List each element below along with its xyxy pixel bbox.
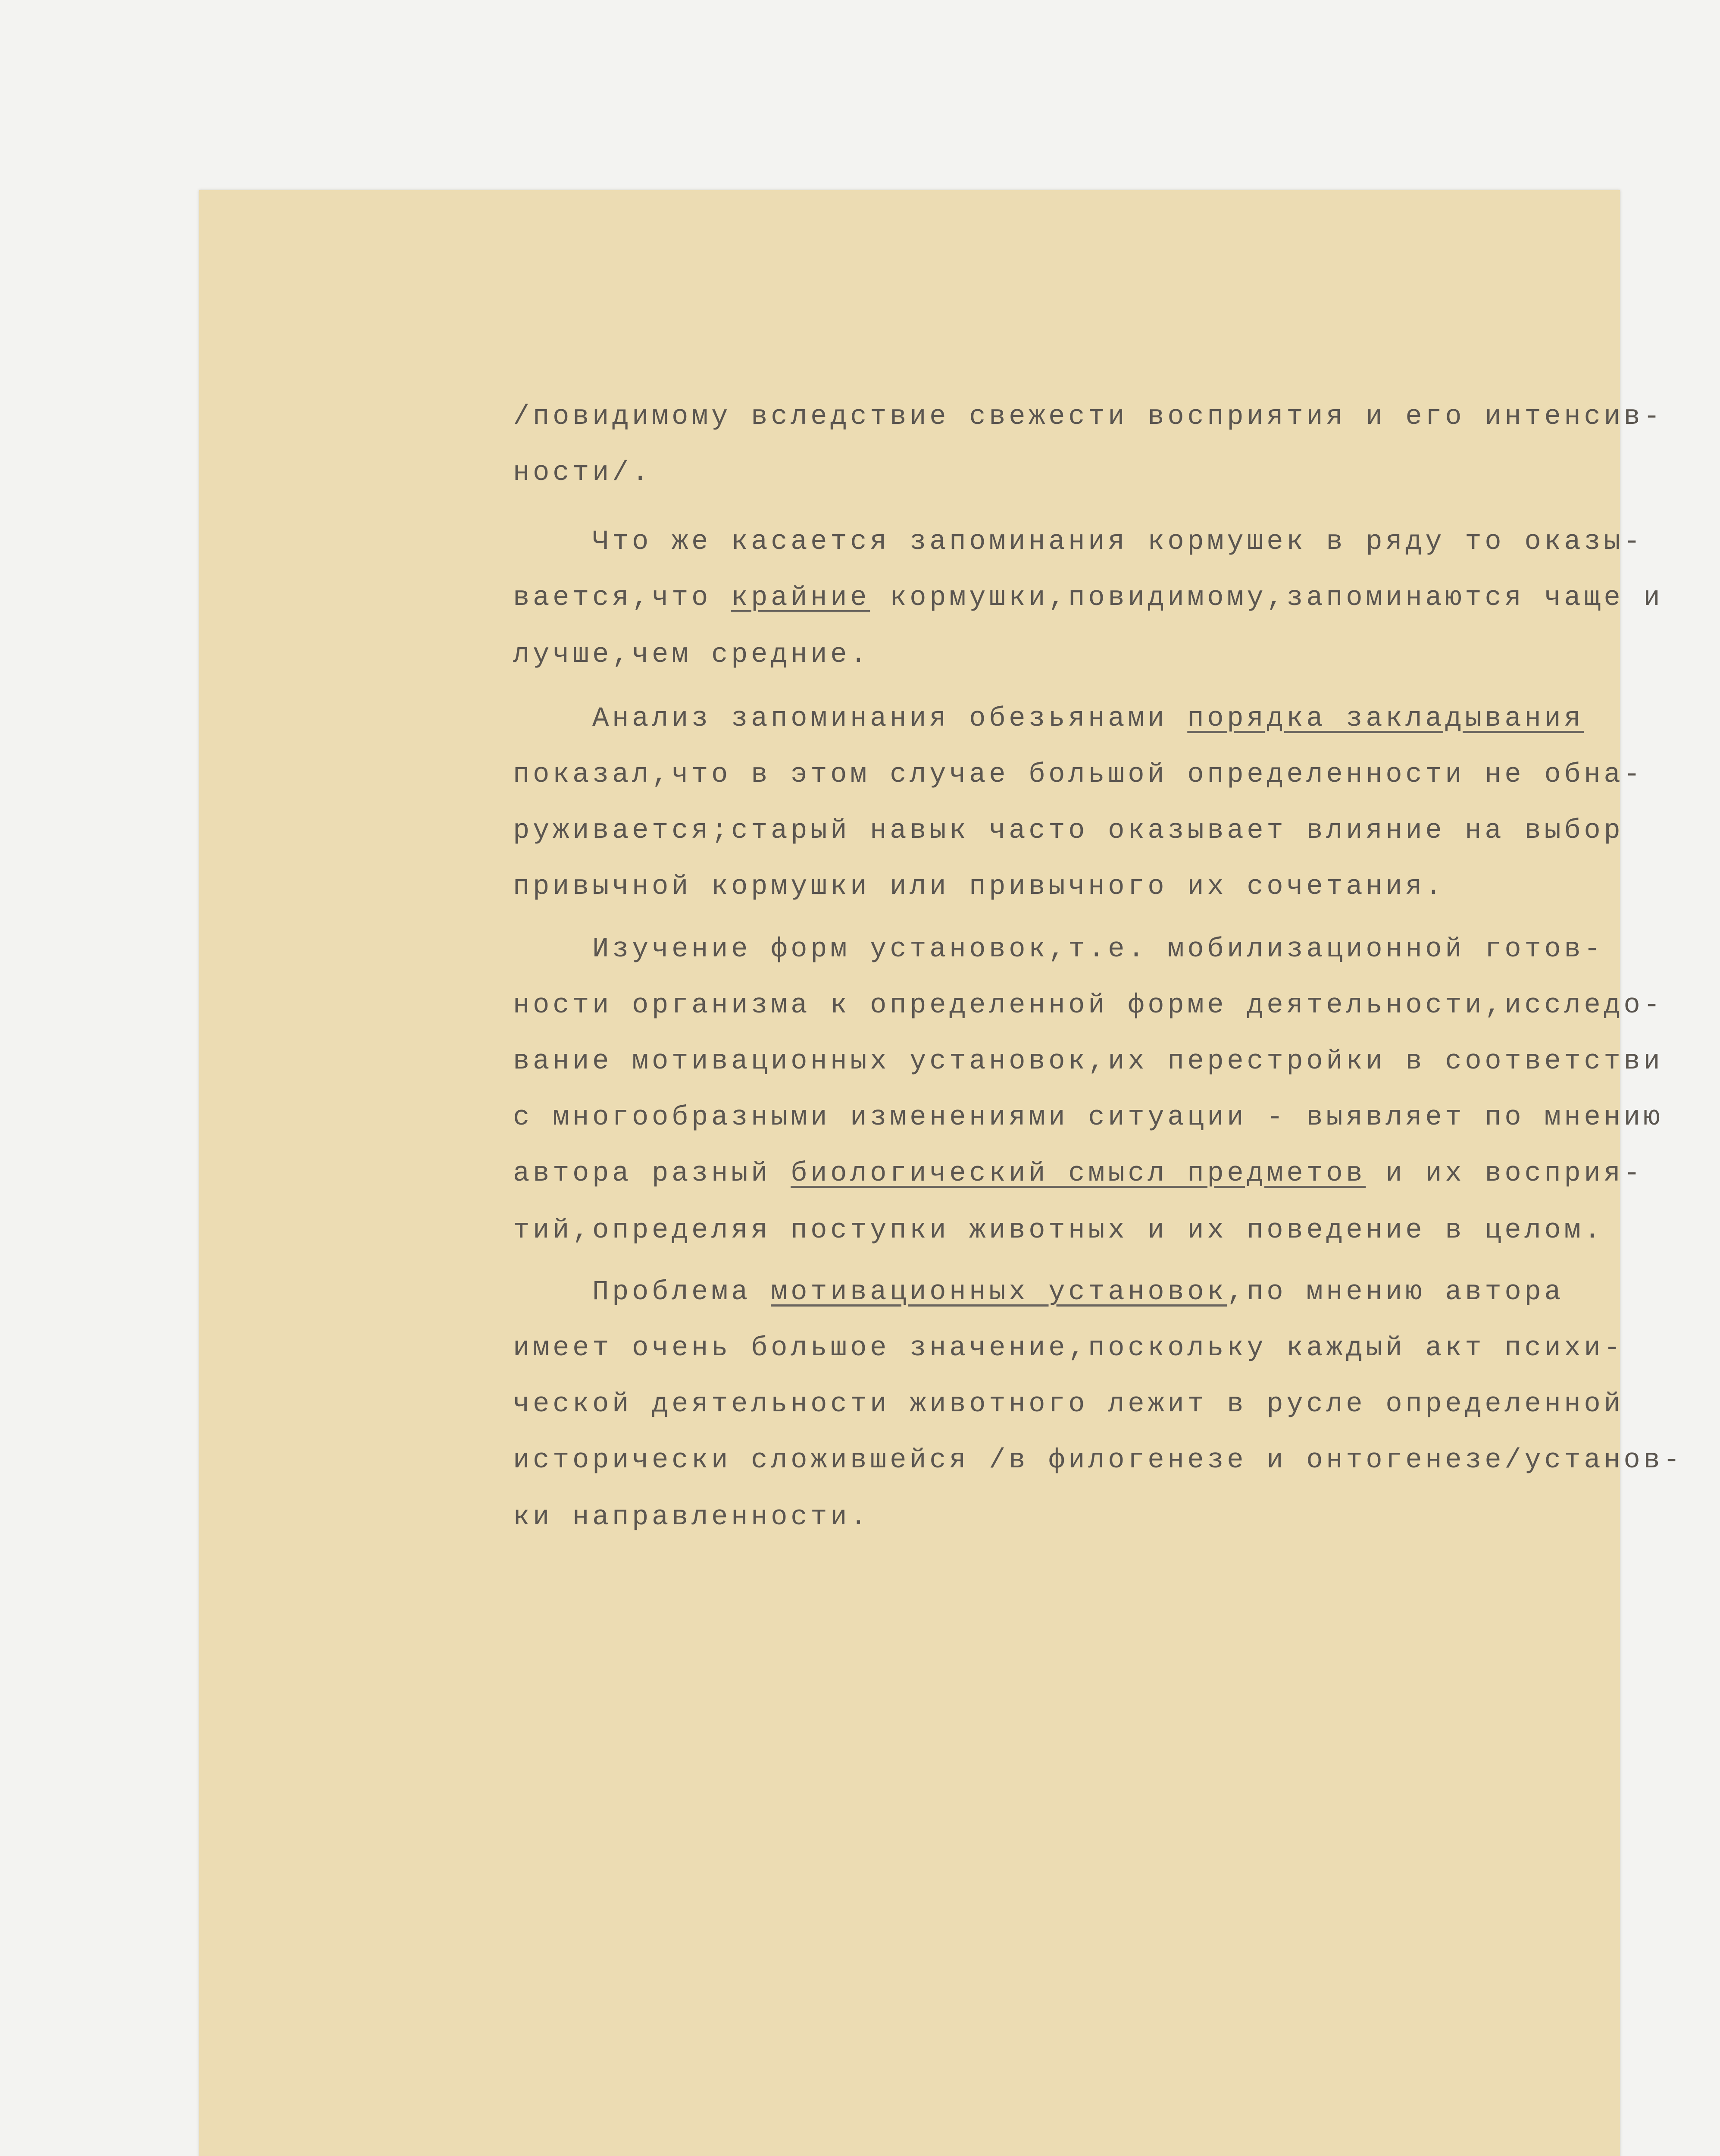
text-segment: ,по мнению автора xyxy=(1227,1277,1564,1308)
text-segment: ческой деятельности животного лежит в русле определенной xyxy=(513,1389,1624,1420)
text-segment: тий,определяя поступки животных и их поведение в целом. xyxy=(513,1215,1604,1246)
text-line xyxy=(513,459,652,487)
text-line xyxy=(513,1279,1564,1306)
text-line xyxy=(513,705,1584,733)
text-segment: привычной кормушки или привычного их сочетания. xyxy=(513,871,1445,903)
text-segment: вание мотивационных установок,их перестройки в соответстви xyxy=(513,1046,1664,1077)
text-segment: автора разный xyxy=(513,1158,791,1189)
text-line xyxy=(513,403,1663,431)
text-segment: вается,что xyxy=(513,583,732,614)
text-segment: имеет очень большое значение,поскольку каждый акт психи- xyxy=(513,1333,1624,1364)
text-line xyxy=(513,1391,1623,1418)
document-page xyxy=(199,190,1683,2156)
underlined-phrase: биологический смысл предметов xyxy=(791,1158,1366,1189)
text-line xyxy=(513,1335,1623,1362)
underlined-phrase: мотивационных установок xyxy=(771,1277,1227,1308)
underlined-phrase: крайние xyxy=(731,583,870,614)
text-line xyxy=(513,761,1643,789)
text-line xyxy=(513,1447,1683,1474)
text-segment: и их восприя- xyxy=(1366,1158,1644,1189)
text-segment: кормушки,повидимому,запоминаются чаще и xyxy=(870,583,1664,614)
text-line xyxy=(513,1217,1604,1244)
text-segment: Анализ запоминания обезьянами xyxy=(513,703,1188,734)
text-segment: Проблема xyxy=(513,1277,771,1308)
text-segment: ности организма к определенной форме деятельности,исследо- xyxy=(513,990,1664,1021)
text-line xyxy=(513,817,1623,845)
text-line xyxy=(513,1048,1663,1075)
text-line xyxy=(513,873,1445,901)
text-line xyxy=(513,1504,870,1531)
text-segment: руживается;старый навык часто оказывает влияние на выбор xyxy=(513,815,1624,846)
text-line xyxy=(513,1160,1643,1188)
text-segment: исторически сложившейся /в филогенезе и онтогенезе/установ- xyxy=(513,1445,1683,1476)
text-segment: ности/. xyxy=(513,458,652,489)
text-segment: с многообразными изменениями ситуации - выявляет по мнению xyxy=(513,1102,1664,1133)
text-line xyxy=(513,584,1663,612)
text-line xyxy=(513,528,1643,556)
text-segment: /повидимому вследствие свежести восприятия и его интенсив- xyxy=(513,401,1664,432)
text-segment: ки направленности. xyxy=(513,1502,870,1533)
text-segment: Изучение форм установок,т.е. мобилизационной готов- xyxy=(513,934,1604,965)
text-segment: лучше,чем средние. xyxy=(513,639,870,671)
text-line xyxy=(513,641,870,669)
text-line xyxy=(513,1104,1663,1131)
text-segment: показал,что в этом случае большой определенности не обна- xyxy=(513,759,1644,790)
underlined-phrase: порядка закладывания xyxy=(1187,703,1584,734)
text-line xyxy=(513,992,1663,1019)
text-segment: Что же касается запоминания кормушек в ряду то оказы- xyxy=(513,526,1644,558)
text-line xyxy=(513,936,1604,963)
